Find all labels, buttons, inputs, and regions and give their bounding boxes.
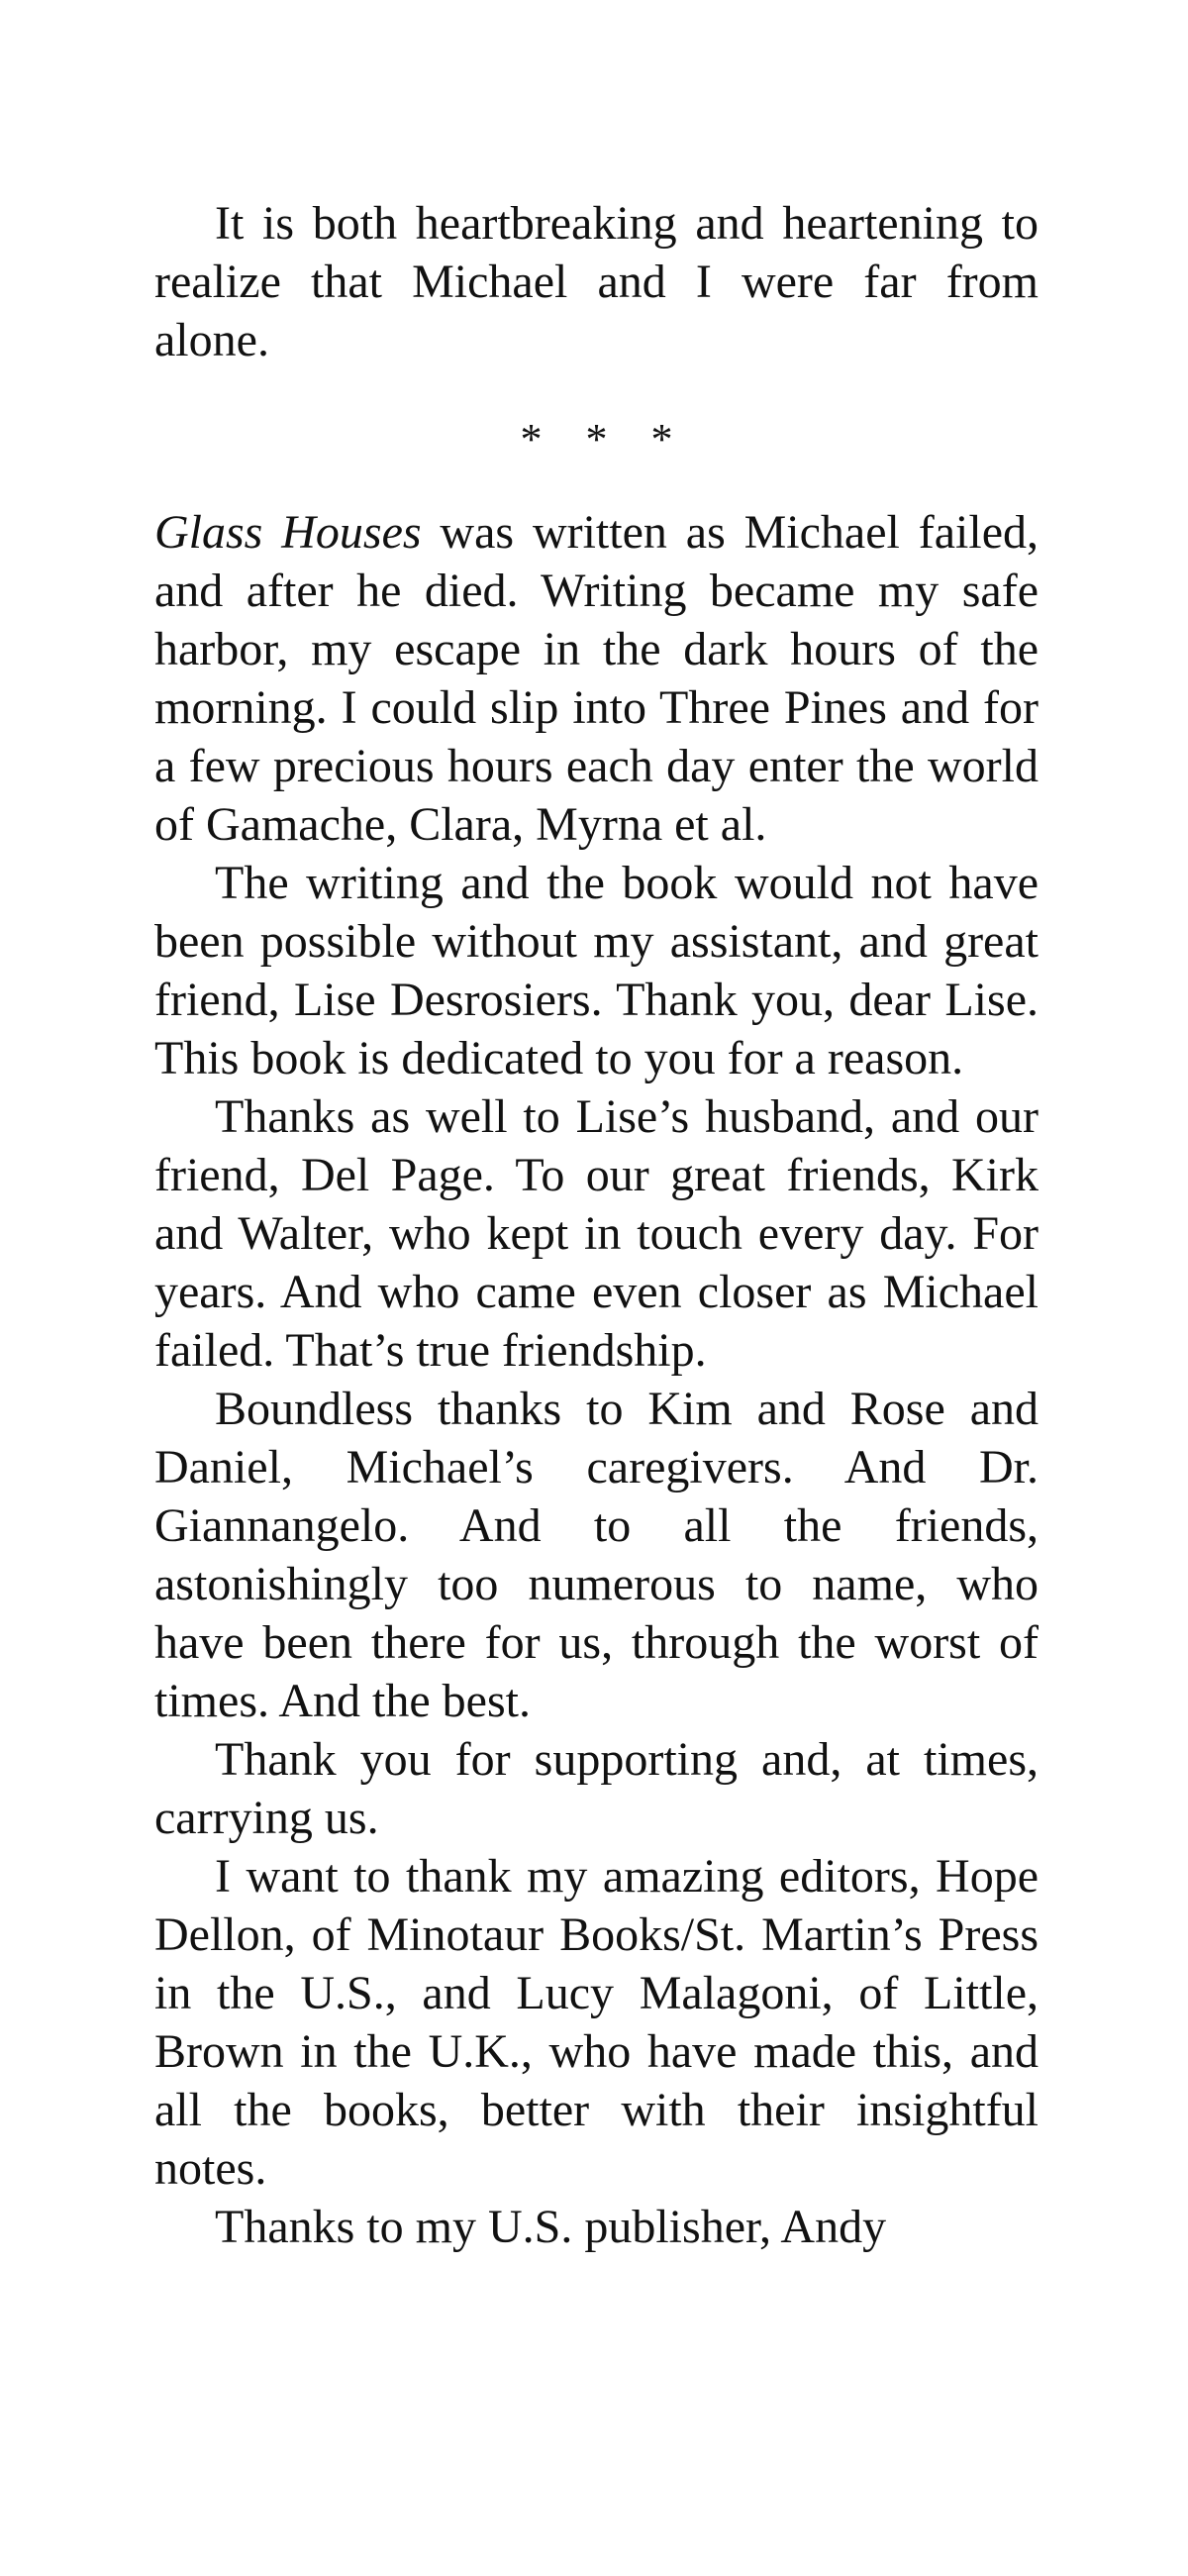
book-page — [154, 194, 1039, 2256]
glass-houses-paragraph — [154, 503, 1039, 854]
section-break-star: * — [520, 415, 543, 464]
opening-paragraph: It is both heartbreaking and heartening to realize that Michael and I were far from alone. — [154, 197, 1039, 366]
paragraph-friends: Thanks as well to Lise’s husband, and our friend, Del Page. To our great friends, Kirk and Walter, who kept in touch every day. For years. And who came even closer as Michael failed. That’s true friendship. — [154, 1090, 1039, 1377]
paragraph-editors: I want to thank my amazing editors, Hope Dellon, of Minotaur Books/St. Martin’s Press in the U.S., and Lucy Malagoni, of Little, Brown in the U.K., who have made this, and all the books, better with their insightful notes. — [154, 1850, 1039, 2195]
paragraph-publisher: Thanks to my U.S. publisher, Andy — [215, 2201, 887, 2253]
section-break-star: * — [585, 415, 608, 464]
paragraph-support: Thank you for supporting and, at times, carrying us. — [154, 1733, 1039, 1844]
section-break-star: * — [650, 415, 673, 464]
paragraph-assistant: The writing and the book would not have been possible without my assistant, and great friend, Lise Desrosiers. Thank you, dear Lise. This book is dedicated to you for a reason. — [154, 857, 1039, 1084]
glass-houses-paragraph-text: was written as Michael failed, and after he died. Writing became my safe harbor, my escape in the dark hours of the morning. I could slip into Three Pines and for a few precious hours each day enter the world of Gamache, Clara, Myrna et al. — [154, 506, 1040, 851]
book-title: Glass Houses — [154, 506, 422, 559]
paragraph-caregivers: Boundless thanks to Kim and Rose and Daniel, Michael’s caregivers. And Dr. Giannangelo. And to all the friends, astonishingly too numerous to name, who have been there for us, through the worst of times. And the best. — [154, 1383, 1039, 1727]
section-break — [154, 415, 1039, 464]
